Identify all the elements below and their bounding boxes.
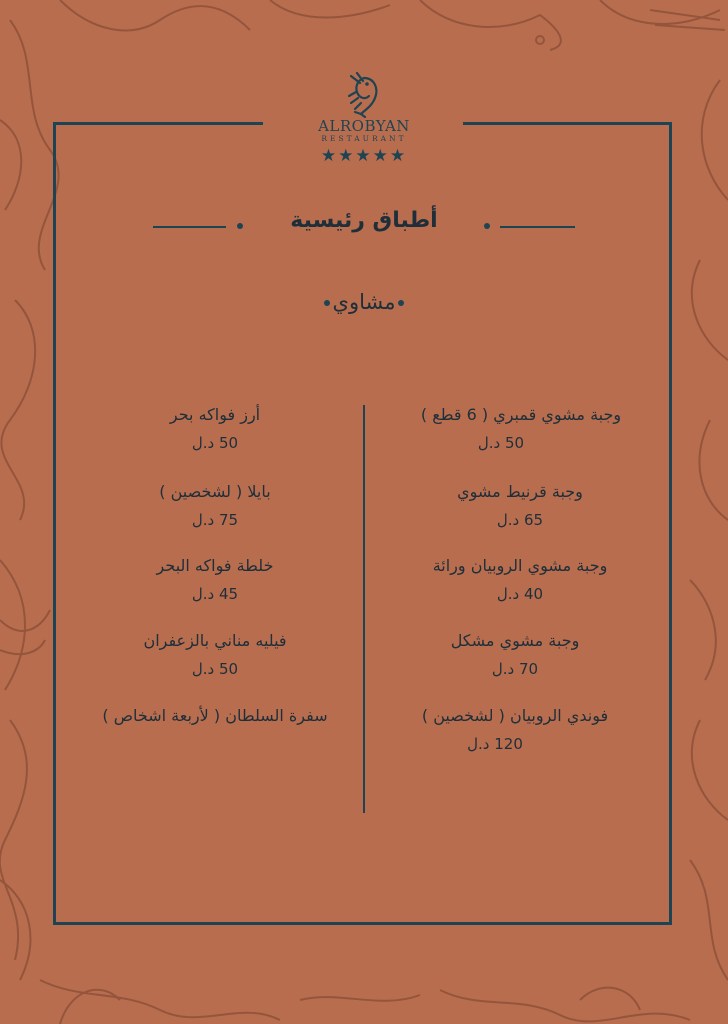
menu-item	[140, 405, 290, 453]
item-price: 65 د.ل	[496, 511, 544, 529]
shrimp-icon	[341, 72, 387, 118]
subsection-bullet-right	[398, 300, 404, 306]
subsection-title: مشاوي	[332, 290, 396, 314]
item-price: 75 د.ل	[191, 511, 239, 529]
menu-item	[400, 556, 640, 604]
item-name: سفرة السلطان ( لأربعة اشخاص )	[102, 706, 328, 725]
item-price: 50 د.ل	[191, 434, 239, 452]
frame-top-left	[53, 122, 263, 125]
subsection-heading	[0, 290, 728, 314]
item-name: أرز فواكه بحر	[169, 405, 261, 424]
menu-item	[376, 405, 666, 453]
item-price: 45 د.ل	[191, 585, 239, 603]
item-name: بايلا ( لشخصين )	[159, 482, 271, 501]
column-divider	[363, 405, 365, 813]
rating-stars: ★★★★★	[320, 146, 408, 166]
item-name: خلطة فواكه البحر	[156, 556, 274, 575]
frame-bottom	[53, 922, 672, 925]
item-name: وجبة مشوي قمبري ( 6 قطع )	[420, 405, 622, 424]
brand-subtitle: RESTAURANT	[321, 134, 407, 143]
item-price: 70 د.ل	[491, 660, 539, 678]
brand-name: ALROBYAN	[318, 117, 410, 135]
item-name: فيليه مناني بالزعفران	[143, 631, 287, 650]
item-name: وجبة مشوي الروبيان ورائة	[432, 556, 608, 575]
menu-item	[430, 482, 610, 530]
restaurant-logo	[300, 72, 428, 165]
item-price: 40 د.ل	[496, 585, 544, 603]
menu-item	[415, 631, 615, 679]
item-name: وجبة قرنيط مشوي	[457, 482, 583, 501]
menu-item	[390, 706, 640, 754]
item-price: 120 د.ل	[467, 735, 523, 753]
section-title: أطباق رئيسية	[290, 208, 438, 233]
menu-item	[110, 631, 320, 679]
menu-item	[125, 482, 305, 530]
menu-item	[125, 556, 305, 604]
item-name: فوندي الروبيان ( لشخصين )	[421, 706, 609, 725]
frame-top-right	[463, 122, 672, 125]
item-name: وجبة مشوي مشكل	[450, 631, 580, 650]
item-price: 50 د.ل	[477, 434, 525, 452]
item-price: 50 د.ل	[191, 660, 239, 678]
subsection-bullet-left	[324, 300, 330, 306]
menu-item	[70, 706, 360, 726]
